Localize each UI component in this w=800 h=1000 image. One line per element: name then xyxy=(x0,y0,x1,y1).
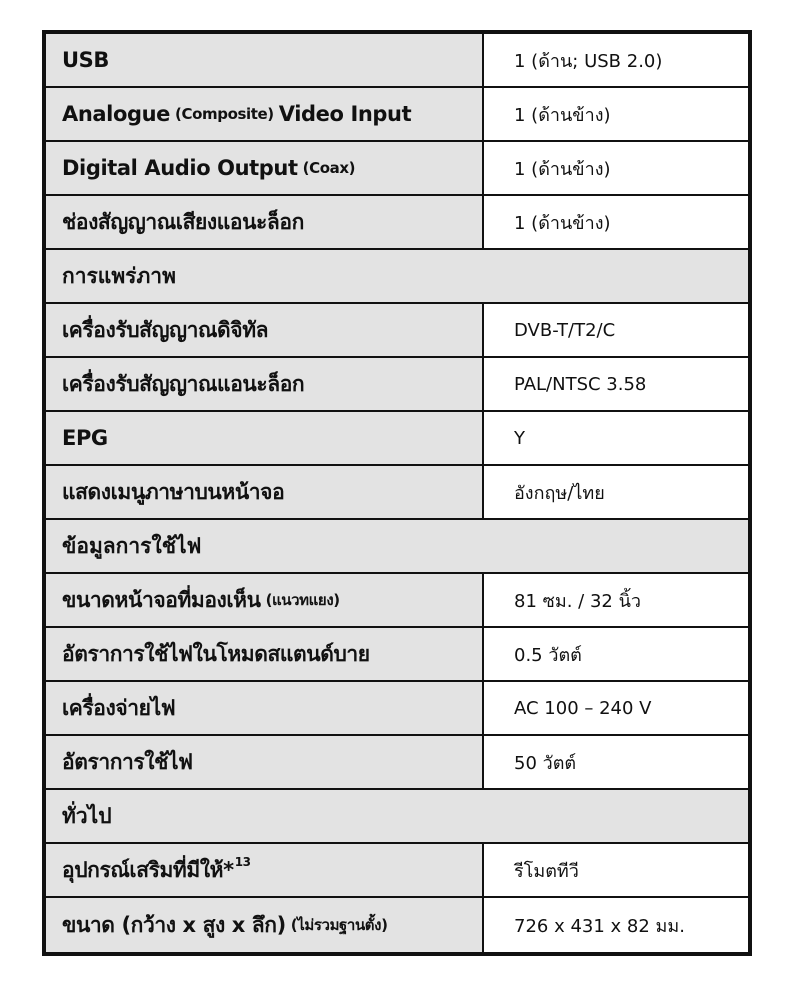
spec-label xyxy=(46,358,484,410)
spec-label xyxy=(46,466,484,518)
spec-value xyxy=(484,304,748,356)
spec-value-text: 1 (ด้านข้าง) xyxy=(514,212,611,234)
spec-value xyxy=(484,628,748,680)
spec-label xyxy=(46,412,484,464)
spec-value-text: AC 100 – 240 V xyxy=(514,697,652,719)
spec-table xyxy=(42,30,752,956)
spec-label-text: แสดงเมนูภาษาบนหน้าจอ xyxy=(62,479,285,504)
spec-value-text: 0.5 วัตต์ xyxy=(514,644,582,666)
spec-value-text: รีโมตทีวี xyxy=(514,860,579,882)
spec-label xyxy=(46,196,484,248)
spec-label-text: เครื่องรับสัญญาณแอนะล็อก xyxy=(62,371,305,396)
section-header-power xyxy=(46,520,748,574)
section-title: ทั่วไป xyxy=(46,790,748,842)
spec-value-text: 1 (ด้านข้าง) xyxy=(514,158,611,180)
spec-row-digital-audio-output xyxy=(46,142,748,196)
spec-row-standby-power xyxy=(46,628,748,682)
spec-row-digital-tuner xyxy=(46,304,748,358)
spec-value xyxy=(484,844,748,896)
spec-label xyxy=(46,682,484,734)
spec-value-text: 81 ซม. / 32 นิ้ว xyxy=(514,590,641,612)
spec-label xyxy=(46,142,484,194)
footnote-marker: 13 xyxy=(234,855,251,869)
spec-value xyxy=(484,574,748,626)
spec-value-text: Y xyxy=(514,427,525,449)
spec-label xyxy=(46,34,484,86)
spec-value xyxy=(484,88,748,140)
spec-label-text: เครื่องรับสัญญาณดิจิทัล xyxy=(62,317,269,342)
spec-value-text: PAL/NTSC 3.58 xyxy=(514,373,647,395)
section-title: การแพร่ภาพ xyxy=(46,250,748,302)
spec-label-text: ช่องสัญญาณเสียงแอนะล็อก xyxy=(62,209,304,234)
section-header-general xyxy=(46,790,748,844)
section-title: ข้อมูลการใช้ไฟ xyxy=(46,520,748,572)
spec-label-text: อุปกรณ์เสริมที่มีให้* xyxy=(62,857,234,882)
spec-label-text: Digital Audio Output xyxy=(62,156,298,180)
spec-value xyxy=(484,898,748,952)
spec-value xyxy=(484,142,748,194)
spec-label-note: (Composite) xyxy=(175,105,274,123)
spec-value xyxy=(484,466,748,518)
spec-label xyxy=(46,304,484,356)
spec-label xyxy=(46,88,484,140)
spec-label-text: อัตราการใช้ไฟ xyxy=(62,749,193,774)
spec-label-text: USB xyxy=(62,48,109,72)
spec-label xyxy=(46,844,484,896)
spec-value-text: 726 x 431 x 82 มม. xyxy=(514,915,685,937)
spec-label-note: (แนวทแยง) xyxy=(265,591,340,609)
spec-row-analogue-video-input xyxy=(46,88,748,142)
spec-value-text: 1 (ด้าน; USB 2.0) xyxy=(514,50,663,72)
spec-value xyxy=(484,34,748,86)
spec-value xyxy=(484,358,748,410)
spec-value-text: DVB-T/T2/C xyxy=(514,319,616,341)
spec-label xyxy=(46,574,484,626)
spec-label xyxy=(46,628,484,680)
spec-row-analogue-audio xyxy=(46,196,748,250)
spec-label-note: (ไม่รวมฐานตั้ง) xyxy=(290,916,388,934)
spec-label-text: ขนาด (กว้าง x สูง x ลึก) xyxy=(62,912,286,937)
spec-row-osd-language xyxy=(46,466,748,520)
spec-value-text: 50 วัตต์ xyxy=(514,752,577,774)
spec-row-power-consumption xyxy=(46,736,748,790)
spec-label xyxy=(46,736,484,788)
spec-value-text: 1 (ด้านข้าง) xyxy=(514,104,611,126)
spec-label-text: ขนาดหน้าจอที่มองเห็น xyxy=(62,587,261,612)
spec-row-analogue-tuner xyxy=(46,358,748,412)
spec-row-power-supply xyxy=(46,682,748,736)
spec-row-epg xyxy=(46,412,748,466)
spec-label-text: เครื่องจ่ายไฟ xyxy=(62,695,176,720)
spec-row-usb xyxy=(46,34,748,88)
spec-value xyxy=(484,736,748,788)
spec-label-text: อัตราการใช้ไฟในโหมดสแตนด์บาย xyxy=(62,641,370,666)
spec-label-text: EPG xyxy=(62,426,108,450)
spec-value xyxy=(484,682,748,734)
section-header-broadcast xyxy=(46,250,748,304)
spec-value-text: อังกฤษ/ไทย xyxy=(514,482,605,504)
spec-value xyxy=(484,412,748,464)
spec-row-dimensions xyxy=(46,898,748,952)
spec-label xyxy=(46,898,484,952)
spec-label-note: (Coax) xyxy=(302,159,356,177)
spec-row-screen-size xyxy=(46,574,748,628)
spec-row-accessories xyxy=(46,844,748,898)
spec-label-text-tail: Video Input xyxy=(278,102,412,126)
spec-value xyxy=(484,196,748,248)
spec-label-text: Analogue xyxy=(62,102,171,126)
